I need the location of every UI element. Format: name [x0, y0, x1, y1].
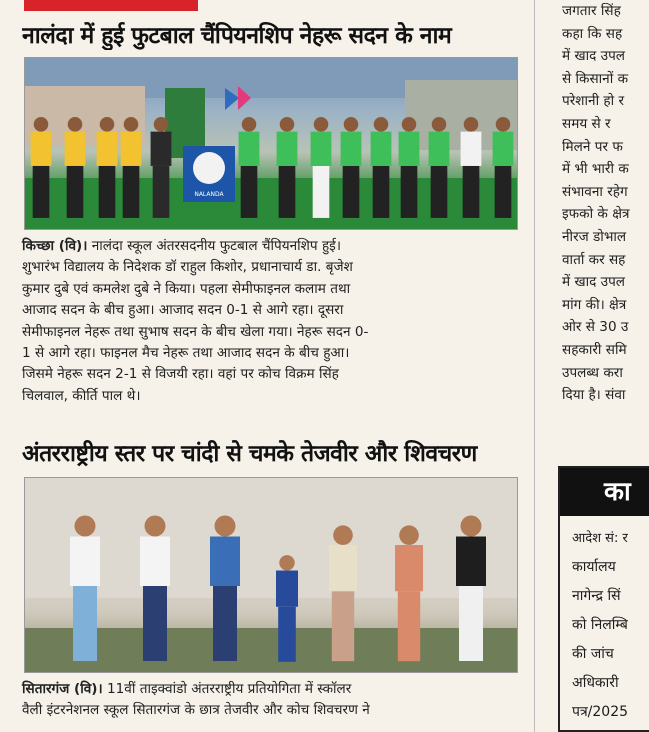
right-line: नीरज डोभाल [562, 228, 627, 245]
notice-line: अधिकारी [572, 675, 619, 691]
notice-line: आदेश सं: र [572, 531, 628, 546]
right-line: समय से र [562, 115, 611, 132]
article-1-line-5: सेमीफाइनल नेहरू तथा सुभाष सदन के बीच खेला गया। नेहरू सदन 0- [22, 323, 369, 340]
right-line: में भी भारी क [562, 161, 629, 178]
person-figure [311, 117, 332, 218]
article-1-line-2: शुभारंभ विद्यालय के निदेशक डॉ राहुल किशोर, प्रधानाचार्य डा. बृजेश [22, 259, 353, 276]
right-line: जगतार सिंह [562, 3, 621, 19]
person-figure [341, 117, 362, 218]
right-line: वार्ता कर सह [562, 251, 626, 268]
banner-text: NALANDA [194, 191, 224, 198]
article-1-line-3: कुमार दुबे एवं कमलेश दुबे ने किया। पहला सेमीफाइनल कलाम तथा [22, 280, 351, 297]
person-figure [399, 117, 420, 218]
notice-line: पत्र/2025 [572, 704, 629, 720]
right-line: से किसानों क [562, 70, 629, 87]
article-2-line-1: 11वीं ताइक्वांडो अंतरराष्ट्रीय प्रतियोगिता में स्कॉलर [102, 681, 352, 697]
person-figure [429, 117, 450, 218]
right-line: संभावना रहेग [562, 183, 628, 200]
right-line: में खाद उपल [562, 274, 626, 291]
person-figure [140, 516, 170, 662]
right-line: परेशानी हो र [562, 93, 625, 110]
notice-line: नागेन्द्र सिं [572, 588, 621, 604]
red-section-bar [24, 0, 198, 11]
person-figure [461, 117, 482, 218]
right-line: इफको के क्षेत्र [562, 206, 630, 223]
article-1-headline: नालंदा में हुई फुटबाल चैंपियनशिप नेहरू सदन के नाम [22, 23, 452, 49]
right-line: ओर से 30 उ [562, 319, 629, 336]
right-line: दिया है। संवा [562, 387, 626, 404]
person-figure [31, 117, 52, 218]
right-line: मांग की। क्षेत्र [562, 296, 627, 313]
award-ceremony-photo [24, 477, 518, 673]
award-ceremony-illustration [25, 478, 517, 672]
article-2-line-2: वैली इंटरनेशनल स्कूल सितारगंज के छात्र तेजवीर और कोच शिवचरण ने [22, 702, 370, 719]
article-1-dateline: किच्छा (वि)। [22, 238, 88, 254]
football-team-illustration [25, 58, 517, 229]
article-2-dateline: सितारगंज (वि)। [22, 681, 103, 697]
person-figure [276, 555, 298, 662]
person-figure [65, 117, 86, 218]
person-figure [121, 117, 142, 218]
column-divider [534, 0, 535, 732]
article-1-line-4: आजाद सदन के बीच हुआ। आजाद सदन 0-1 से आगे रहा। दूसरा [22, 302, 344, 319]
right-line: सहकारी समि [562, 341, 627, 358]
article-1-line-7: जिसमे नेहरू सदन 2-1 से विजयी रहा। वहां पर कोच विक्रम सिंह [22, 366, 339, 383]
person-figure [151, 117, 172, 218]
notice-box [558, 466, 649, 732]
person-figure [493, 117, 514, 218]
article-1-line-6: 1 से आगे रहा। फाइनल मैच नेहरू तथा आजाद सदन के बीच हुआ। [22, 345, 350, 362]
notice-line: की जांच [572, 646, 614, 662]
person-figure [277, 117, 298, 218]
person-figure [239, 117, 260, 218]
article-1-body [22, 236, 522, 407]
article-2-body [22, 679, 522, 722]
article-1-line-8: चिलवाल, कीर्ति पाल थे। [22, 387, 141, 404]
right-line: मिलने पर फ [562, 138, 623, 155]
right-line: में खाद उपल [562, 48, 626, 65]
person-figure [70, 516, 100, 662]
right-line: उपलब्ध करा [562, 364, 623, 381]
right-column-text [562, 0, 629, 407]
notice-line: कार्यालय [572, 559, 616, 575]
football-team-photo [24, 57, 518, 230]
notice-box-text [572, 524, 628, 727]
person-figure [210, 516, 240, 662]
person-figure [97, 117, 118, 218]
notice-box-heading: का [560, 468, 649, 516]
person-figure [395, 525, 423, 661]
right-line: कहा कि सह [562, 25, 623, 42]
notice-line: को निलम्बि [572, 617, 628, 633]
person-figure [456, 516, 486, 662]
person-figure [371, 117, 392, 218]
article-2-headline: अंतरराष्ट्रीय स्तर पर चांदी से चमके तेजवीर और शिवचरण [22, 441, 477, 467]
article-1-line-1: नालंदा स्कूल अंतरसदनीय फुटबाल चैंपियनशिप हुई। [87, 238, 342, 254]
person-figure [329, 525, 357, 661]
